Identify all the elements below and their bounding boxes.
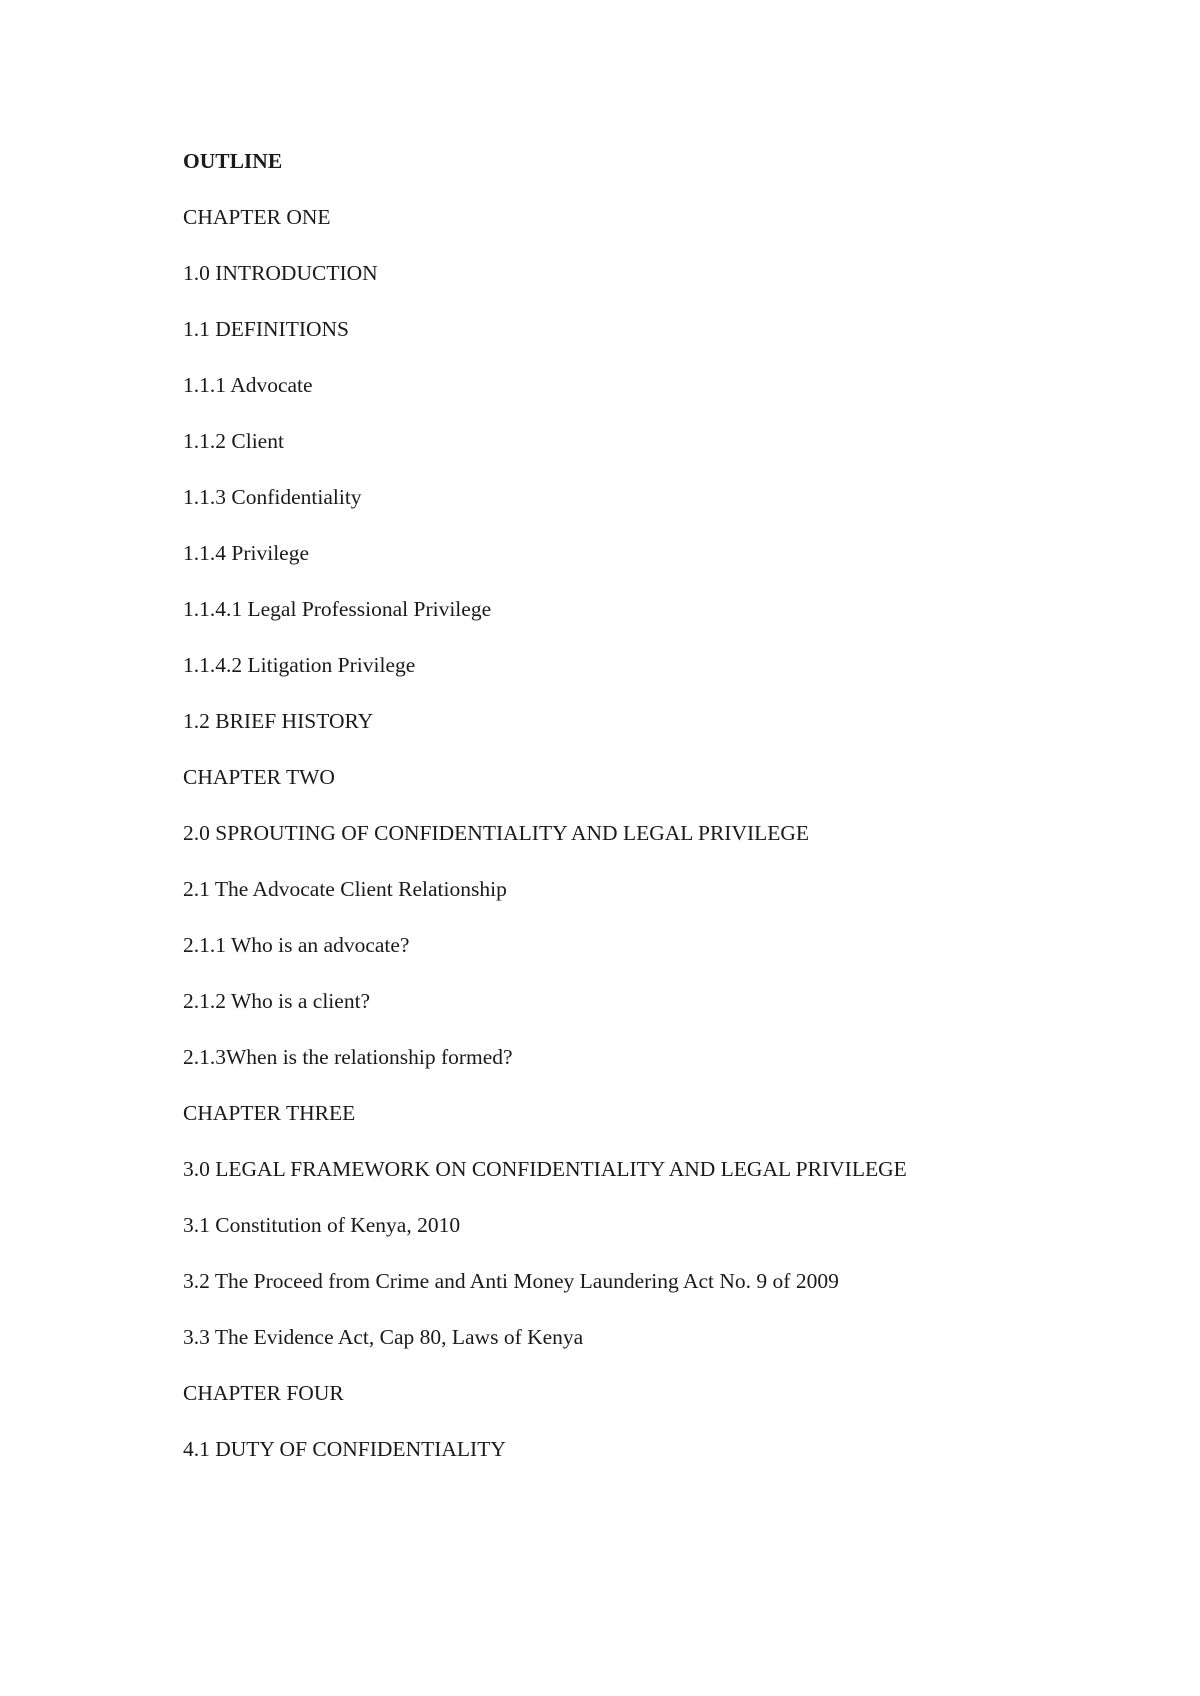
outline-line: 1.1 DEFINITIONS [183,317,350,341]
outline-line: 1.1.4.1 Legal Professional Privilege [183,597,492,621]
outline-line: CHAPTER ONE [183,205,331,229]
outline-line: 2.1.2 Who is a client? [183,989,371,1013]
outline-line: 1.1.1 Advocate [183,373,313,397]
outline-line: 1.1.2 Client [183,429,284,453]
outline-heading: OUTLINE [183,149,283,173]
outline-list [183,143,1143,1487]
outline-line: CHAPTER FOUR [183,1381,344,1405]
outline-line: 1.1.3 Confidentiality [183,485,362,509]
outline-line: 2.1.3When is the relationship formed? [183,1045,513,1069]
outline-line: 2.1.1 Who is an advocate? [183,933,410,957]
outline-line: 3.2 The Proceed from Crime and Anti Money Laundering Act No. 9 of 2009 [183,1269,839,1293]
outline-line: 3.1 Constitution of Kenya, 2010 [183,1213,461,1237]
outline-line: 2.1 The Advocate Client Relationship [183,877,507,901]
outline-line: 2.0 SPROUTING OF CONFIDENTIALITY AND LEGAL PRIVILEGE [183,821,810,845]
outline-line: CHAPTER THREE [183,1101,356,1125]
outline-line: 3.3 The Evidence Act, Cap 80, Laws of Kenya [183,1325,584,1349]
outline-line: 3.0 LEGAL FRAMEWORK ON CONFIDENTIALITY AND LEGAL PRIVILEGE [183,1157,907,1181]
outline-line: 1.2 BRIEF HISTORY [183,709,374,733]
outline-line: 1.1.4 Privilege [183,541,309,565]
outline-line: 1.0 INTRODUCTION [183,261,378,285]
outline-line: 4.1 DUTY OF CONFIDENTIALITY [183,1437,506,1461]
outline-line: 1.1.4.2 Litigation Privilege [183,653,416,677]
outline-line: CHAPTER TWO [183,765,335,789]
